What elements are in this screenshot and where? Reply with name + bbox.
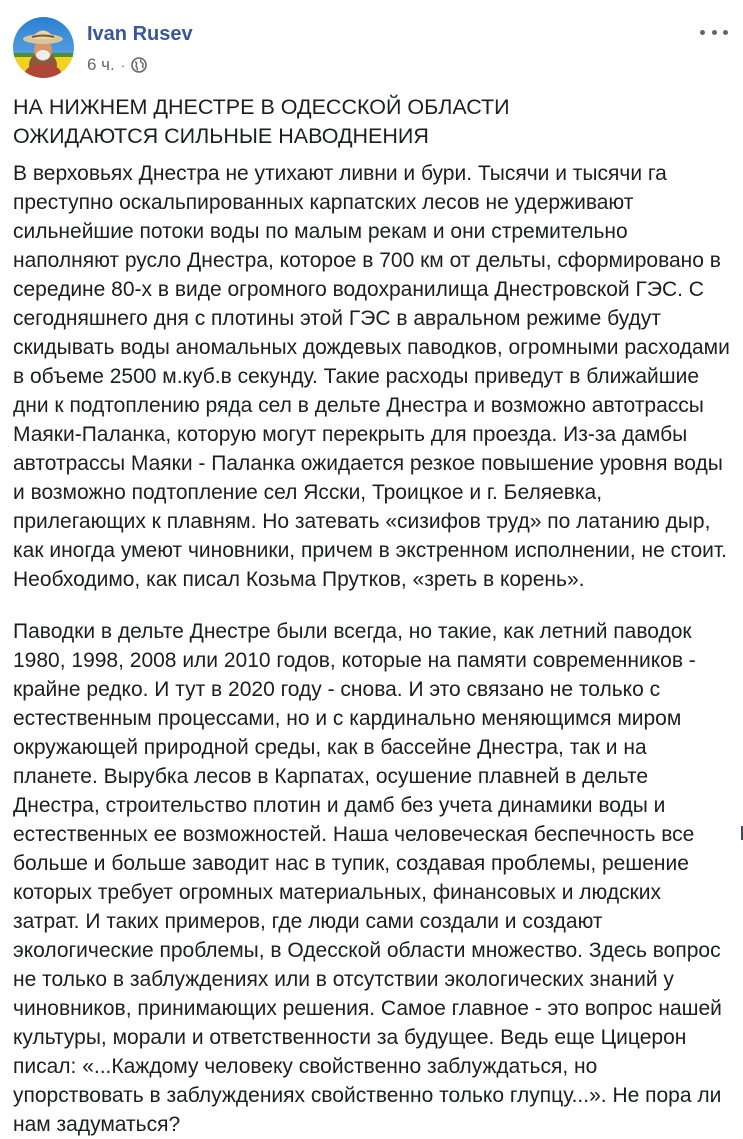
more-options-button[interactable]: [700, 23, 728, 41]
globe-icon[interactable]: [131, 57, 147, 73]
post-timestamp[interactable]: 6 ч.: [87, 55, 115, 74]
more-horizontal-icon: [700, 30, 705, 35]
post-meta: [87, 55, 147, 75]
avatar-photo-icon: [13, 17, 74, 78]
avatar[interactable]: [13, 17, 74, 78]
post-headline: НА НИЖНЕМ ДНЕСТРЕ В ОДЕССКОЙ ОБЛАСТИ ОЖИДАЮТСЯ СИЛЬНЫЕ НАВОДНЕНИЯ: [13, 95, 510, 148]
author-name[interactable]: Ivan Rusev: [87, 23, 193, 45]
post-paragraph: Паводки в дельте Днестре были всегда, но такие, как летний паводок 1980, 1998, 2008 или 2010 годов, которые на памяти современников - крайне редко. И тут в 2020 году - снова. И это связано не только с естественным процессами, но и с кардинально меняющимся миром окружающей природной среды, как в бассейне Днестра, так и на планете. Вырубка лесов в Карпатах, осушение плавней в дельте Днестра, строительство плотин и дамб без учета динамики воды и естественных ее возможностей. Наша человеческая беспечность все больше и больше заводит нас в тупик, создавая проблемы, решение которых требует огромных материальных, финансовых и людских затрат. И таких примеров, где люди сами создали и создают экологические проблемы, в Одесской области множество. Здесь вопрос не только в заблуждениях или в отсутствии экологических знаний у чиновников, принимающих решения. Самое главное - это вопрос нашей культуры, морали и ответственности за будущее. Ведь еще Цицерон писал: «...Каждому человеку свойственно заблуждаться, но упорствовать в заблуждениях свойственно только глупцу...». Не пора ли нам задуматься?: [13, 620, 722, 1136]
more-horizontal-icon: [712, 30, 717, 35]
more-horizontal-icon: [723, 30, 728, 35]
post-header: [13, 17, 730, 87]
post-paragraph: В верховьях Днестра не утихают ливни и бури. Тысячи и тысячи га преступно оскальпированных карпатских лесов не удерживают сильнейшие потоки воды по малым рекам и они стремительно наполняют русло Днестра, которое в 700 км от дельты, сформировано в середине 80-х в виде огромного водохранилища Днестровской ГЭС. С сегодняшнего дня с плотины этой ГЭС в авральном режиме будут скидывать воды аномальных дождевых паводков, огромными расходами в объеме 2500 м.куб.в секунду. Такие расходы приведут в ближайшие дни к подтоплению ряда сел в дельте Днестра и возможно автотрассы Маяки-Паланка, которую могут перекрыть для проезда. Из-за дамбы автотрассы Маяки - Паланка ожидается резкое повышение уровня воды и возможно подтопление сел Ясски, Троицкое и г. Беляевка, прилегающих к плавням. Но затевать «сизифов труд» по латанию дыр, как иногда умеют чиновники, причем в экстренном исполнении, не стоит. Необходимо, как писал Козьма Прутков, «зреть в корень».: [13, 162, 730, 591]
meta-separator: ·: [120, 57, 126, 73]
